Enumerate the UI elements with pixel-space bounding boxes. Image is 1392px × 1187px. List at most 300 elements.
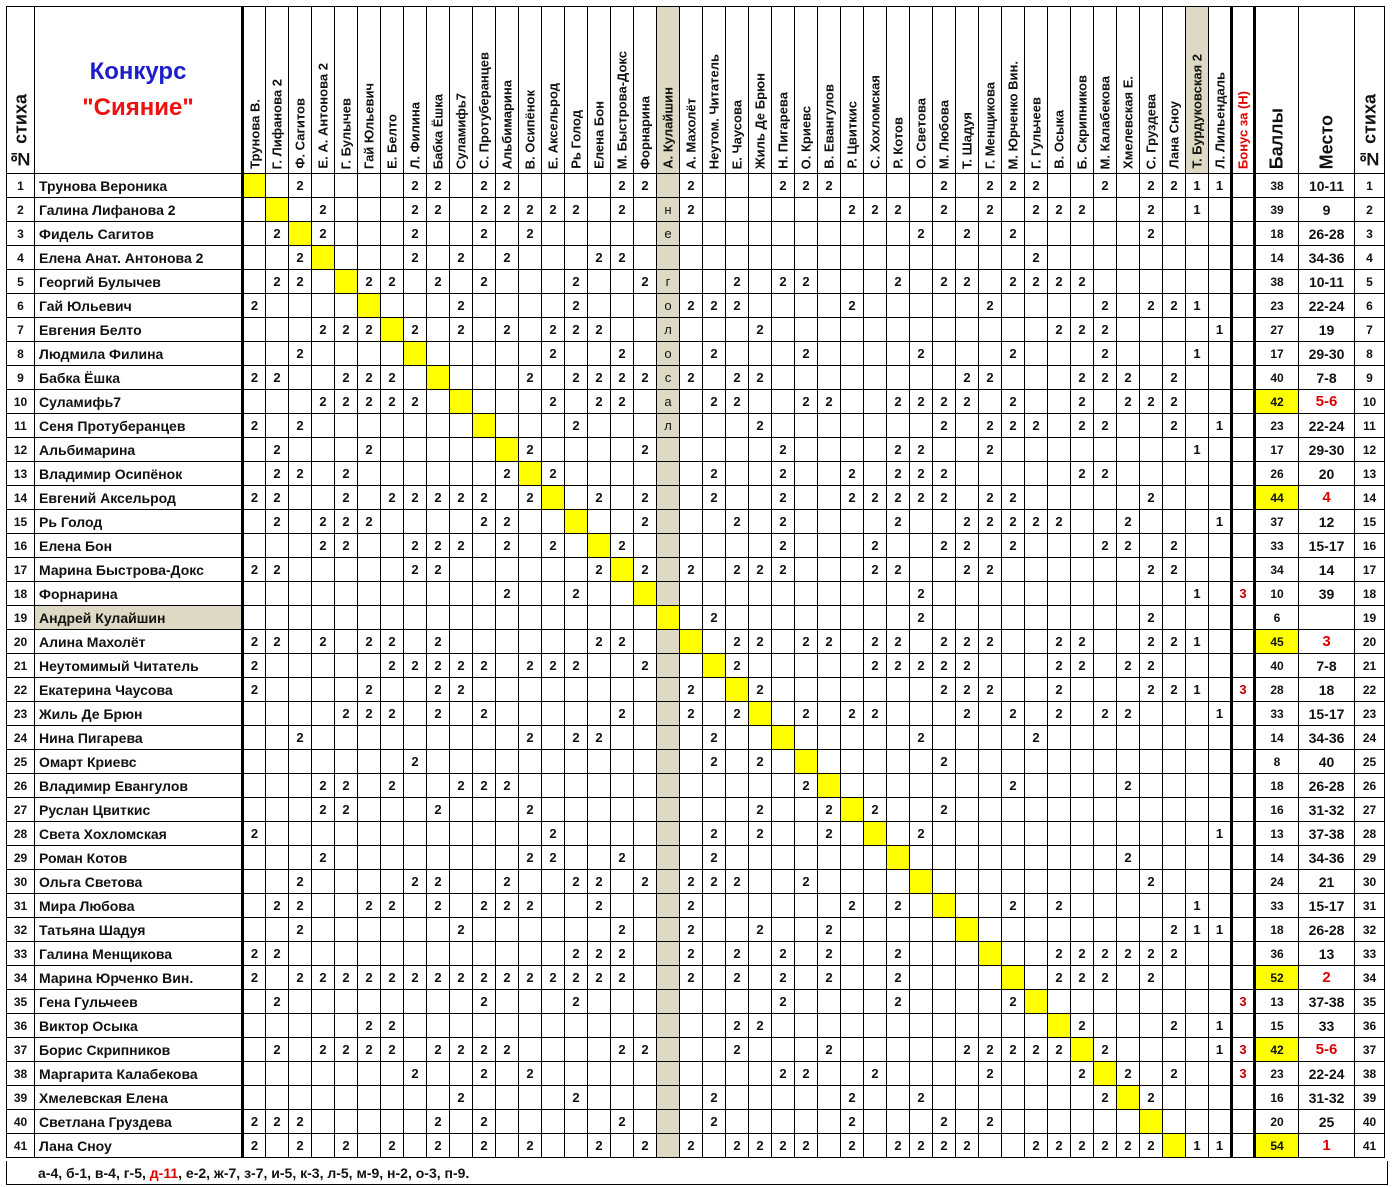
vote-cell: 1 — [1209, 822, 1232, 846]
vote-cell — [979, 846, 1002, 870]
vote-cell: 2 — [588, 726, 611, 750]
vote-cell — [956, 750, 979, 774]
vote-cell — [1163, 1038, 1186, 1062]
vote-cell — [473, 438, 496, 462]
vote-cell — [358, 774, 381, 798]
place-cell: 19 — [1299, 318, 1355, 342]
vote-cell — [266, 750, 289, 774]
vote-cell: 2 — [243, 966, 266, 990]
vote-cell — [864, 966, 887, 990]
vote-cell — [956, 1062, 979, 1086]
vote-cell — [427, 318, 450, 342]
poem-number-right: 10 — [1355, 390, 1385, 414]
vote-cell — [657, 1110, 680, 1134]
vote-cell: 2 — [1163, 558, 1186, 582]
bonus-cell — [1232, 438, 1255, 462]
vote-cell — [611, 462, 634, 486]
vote-cell — [772, 870, 795, 894]
vote-cell — [381, 510, 404, 534]
vote-cell — [772, 342, 795, 366]
vote-cell — [1117, 582, 1140, 606]
vote-cell — [795, 462, 818, 486]
vote-cell — [473, 342, 496, 366]
vote-cell — [496, 702, 519, 726]
vote-cell — [818, 1062, 841, 1086]
vote-cell — [979, 342, 1002, 366]
vote-cell — [243, 774, 266, 798]
vote-cell — [1163, 606, 1186, 630]
vote-cell — [910, 846, 933, 870]
voter-37-header-cell — [1071, 7, 1094, 174]
vote-cell: 2 — [680, 870, 703, 894]
footer-text-1: а-4, б-1, в-4, г-5, — [38, 1165, 150, 1181]
vote-cell: 2 — [312, 774, 335, 798]
vote-cell — [933, 990, 956, 1014]
vote-cell — [749, 510, 772, 534]
vote-cell — [1163, 894, 1186, 918]
voter-7-header-cell — [381, 7, 404, 174]
vote-cell — [496, 1110, 519, 1134]
vote-cell — [749, 294, 772, 318]
vote-cell — [703, 630, 726, 654]
score-cell: 52 — [1255, 966, 1299, 990]
vote-cell: 2 — [956, 678, 979, 702]
vote-cell — [312, 702, 335, 726]
vote-cell — [749, 462, 772, 486]
vote-cell — [841, 918, 864, 942]
table-row — [7, 1134, 1385, 1158]
vote-cell: 2 — [703, 870, 726, 894]
vote-cell: 2 — [887, 270, 910, 294]
table-row — [7, 870, 1385, 894]
table-row — [7, 174, 1385, 198]
vote-cell — [772, 294, 795, 318]
score-cell: 18 — [1255, 774, 1299, 798]
vote-cell: 2 — [289, 462, 312, 486]
vote-cell — [703, 1014, 726, 1038]
vote-cell: 2 — [634, 174, 657, 198]
bonus-cell — [1232, 894, 1255, 918]
vote-cell — [266, 846, 289, 870]
vote-cell: 2 — [542, 822, 565, 846]
author-name: Света Хохломская — [35, 822, 243, 846]
vote-cell: 2 — [1094, 966, 1117, 990]
vote-cell: 2 — [680, 558, 703, 582]
vote-cell — [404, 582, 427, 606]
score-header-cell — [1255, 7, 1299, 174]
vote-cell — [496, 630, 519, 654]
vote-cell — [1025, 438, 1048, 462]
vote-cell — [496, 1134, 519, 1158]
vote-cell — [312, 342, 335, 366]
poem-number-right: 34 — [1355, 966, 1385, 990]
self-vote-cell — [979, 942, 1002, 966]
vote-cell — [312, 294, 335, 318]
vote-cell — [818, 750, 841, 774]
vote-cell — [404, 726, 427, 750]
vote-cell: 2 — [910, 342, 933, 366]
vote-cell — [1071, 510, 1094, 534]
vote-cell — [1163, 246, 1186, 270]
vote-cell — [312, 726, 335, 750]
vote-cell — [1209, 462, 1232, 486]
vote-cell — [956, 438, 979, 462]
vote-cell: 2 — [243, 486, 266, 510]
vote-cell: 2 — [519, 846, 542, 870]
vote-cell — [910, 174, 933, 198]
author-name: Алина Махолёт — [35, 630, 243, 654]
vote-cell — [404, 846, 427, 870]
vote-cell — [312, 822, 335, 846]
vote-cell — [772, 774, 795, 798]
vote-cell: 2 — [519, 222, 542, 246]
self-vote-cell — [703, 654, 726, 678]
vote-cell — [243, 870, 266, 894]
vote-cell: 1 — [1186, 294, 1209, 318]
vote-cell — [1209, 654, 1232, 678]
table-row — [7, 366, 1385, 390]
vote-cell — [1186, 534, 1209, 558]
table-row — [7, 1014, 1385, 1038]
vote-cell — [634, 390, 657, 414]
vote-cell — [1186, 366, 1209, 390]
vote-cell — [519, 342, 542, 366]
table-row — [7, 318, 1385, 342]
vote-cell: 2 — [703, 486, 726, 510]
vote-cell — [1048, 414, 1071, 438]
vote-cell — [1186, 966, 1209, 990]
vote-cell — [542, 246, 565, 270]
vote-cell — [864, 678, 887, 702]
author-name: Мира Любова — [35, 894, 243, 918]
vote-cell — [1002, 198, 1025, 222]
vote-cell — [381, 438, 404, 462]
vote-cell — [1117, 270, 1140, 294]
vote-cell — [335, 654, 358, 678]
vote-cell: 2 — [1002, 510, 1025, 534]
vote-cell — [450, 174, 473, 198]
vote-cell — [381, 534, 404, 558]
vote-cell: 2 — [266, 990, 289, 1014]
voter-7-header-label: Е. Белто — [384, 114, 400, 169]
vote-cell — [634, 462, 657, 486]
vote-cell — [910, 1014, 933, 1038]
vote-cell — [1186, 246, 1209, 270]
vote-cell — [657, 702, 680, 726]
vote-cell — [1094, 438, 1117, 462]
poem-number: 18 — [7, 582, 35, 606]
vote-cell — [496, 942, 519, 966]
voter-41-header-cell — [1163, 7, 1186, 174]
score-cell: 54 — [1255, 1134, 1299, 1158]
vote-cell — [680, 1014, 703, 1038]
vote-cell — [887, 1062, 910, 1086]
vote-cell: 2 — [335, 798, 358, 822]
vote-cell: 2 — [1025, 1134, 1048, 1158]
vote-cell — [1048, 174, 1071, 198]
poem-number: 2 — [7, 198, 35, 222]
vote-cell — [266, 342, 289, 366]
vote-cell: 2 — [611, 630, 634, 654]
bonus-cell — [1232, 870, 1255, 894]
vote-cell: 2 — [979, 294, 1002, 318]
self-vote-cell — [818, 774, 841, 798]
vote-cell: 2 — [473, 702, 496, 726]
vote-cell — [450, 1014, 473, 1038]
vote-cell — [611, 582, 634, 606]
vote-cell — [404, 606, 427, 630]
vote-cell — [841, 654, 864, 678]
vote-cell — [335, 630, 358, 654]
vote-cell: 2 — [933, 1134, 956, 1158]
vote-cell — [680, 798, 703, 822]
vote-cell — [1209, 582, 1232, 606]
footer-text-2: , е-2, ж-7, з-7, и-5, к-3, л-5, м-9, н-2, о-3, п-9. — [178, 1165, 470, 1181]
vote-cell: 2 — [289, 246, 312, 270]
vote-cell — [335, 1014, 358, 1038]
vote-cell — [358, 414, 381, 438]
vote-cell — [1163, 486, 1186, 510]
self-vote-cell — [473, 414, 496, 438]
vote-cell — [818, 342, 841, 366]
vote-cell — [1002, 630, 1025, 654]
bonus-cell: 3 — [1232, 990, 1255, 1014]
voter-23-header-cell — [749, 7, 772, 174]
vote-cell: 2 — [680, 966, 703, 990]
vote-cell — [611, 822, 634, 846]
vote-cell: 2 — [427, 894, 450, 918]
vote-cell — [473, 246, 496, 270]
vote-cell — [289, 750, 312, 774]
vote-cell — [1209, 1086, 1232, 1110]
vote-cell — [1117, 798, 1140, 822]
vote-cell — [1071, 870, 1094, 894]
vote-cell — [565, 1014, 588, 1038]
vote-cell — [864, 246, 887, 270]
vote-cell: 2 — [979, 1062, 1002, 1086]
vote-cell — [657, 774, 680, 798]
vote-cell — [749, 342, 772, 366]
vote-cell — [933, 1086, 956, 1110]
vote-cell: 2 — [289, 870, 312, 894]
vote-cell — [542, 174, 565, 198]
place-cell: 34-36 — [1299, 246, 1355, 270]
vote-cell: 2 — [1071, 366, 1094, 390]
bonus-cell — [1232, 798, 1255, 822]
vote-cell — [956, 174, 979, 198]
vote-cell — [542, 798, 565, 822]
voter-15-header-label: Рь Голод — [568, 110, 584, 169]
vote-cell — [841, 1038, 864, 1062]
score-cell: 13 — [1255, 990, 1299, 1014]
vote-cell — [358, 558, 381, 582]
vote-cell: 2 — [335, 1038, 358, 1062]
vote-cell — [956, 1110, 979, 1134]
vote-cell — [979, 246, 1002, 270]
score-cell: 14 — [1255, 846, 1299, 870]
vote-cell: 2 — [956, 630, 979, 654]
vote-cell — [1163, 222, 1186, 246]
vote-cell — [404, 462, 427, 486]
vote-cell — [611, 774, 634, 798]
vote-cell: 2 — [841, 1134, 864, 1158]
bonus-cell: 3 — [1232, 678, 1255, 702]
vote-cell — [1094, 846, 1117, 870]
vote-cell: 2 — [749, 822, 772, 846]
author-name: Бабка Ёшка — [35, 366, 243, 390]
vote-cell — [841, 726, 864, 750]
vote-cell — [335, 438, 358, 462]
vote-cell — [496, 846, 519, 870]
vote-cell — [496, 654, 519, 678]
vote-cell — [1140, 342, 1163, 366]
vote-cell: 2 — [335, 510, 358, 534]
vote-cell: 2 — [1048, 1038, 1071, 1062]
vote-cell: 2 — [611, 1038, 634, 1062]
vote-cell — [910, 198, 933, 222]
vote-cell: 2 — [703, 462, 726, 486]
vote-cell: 2 — [1117, 702, 1140, 726]
vote-cell — [427, 1062, 450, 1086]
vote-cell — [1186, 774, 1209, 798]
vote-cell: 2 — [956, 366, 979, 390]
vote-cell: н — [657, 198, 680, 222]
vote-cell — [243, 846, 266, 870]
vote-cell — [1071, 534, 1094, 558]
vote-cell — [703, 174, 726, 198]
vote-cell — [358, 1086, 381, 1110]
vote-cell — [1186, 822, 1209, 846]
vote-cell — [427, 342, 450, 366]
vote-cell: 2 — [1163, 174, 1186, 198]
poem-number: 35 — [7, 990, 35, 1014]
vote-cell — [634, 774, 657, 798]
vote-cell — [841, 630, 864, 654]
vote-cell: 2 — [404, 318, 427, 342]
vote-cell: 2 — [726, 966, 749, 990]
vote-cell — [289, 318, 312, 342]
vote-cell: 2 — [266, 942, 289, 966]
voter-35-header-label: Г. Гульчеев — [1028, 96, 1044, 169]
vote-cell: 2 — [358, 630, 381, 654]
vote-cell: 2 — [611, 942, 634, 966]
vote-cell — [657, 486, 680, 510]
vote-cell — [887, 174, 910, 198]
place-cell: 12 — [1299, 510, 1355, 534]
vote-cell: 2 — [450, 654, 473, 678]
vote-cell — [565, 702, 588, 726]
vote-cell — [795, 798, 818, 822]
vote-cell — [450, 606, 473, 630]
vote-cell — [657, 942, 680, 966]
vote-cell — [1163, 870, 1186, 894]
vote-cell: 2 — [588, 486, 611, 510]
vote-cell — [542, 558, 565, 582]
vote-cell: 2 — [634, 558, 657, 582]
vote-cell: 2 — [1140, 294, 1163, 318]
vote-cell — [726, 846, 749, 870]
vote-cell — [1186, 750, 1209, 774]
bonus-cell — [1232, 390, 1255, 414]
vote-cell — [519, 558, 542, 582]
vote-cell — [864, 894, 887, 918]
vote-cell — [1140, 366, 1163, 390]
vote-cell — [933, 510, 956, 534]
voter-5-header-cell — [335, 7, 358, 174]
vote-cell — [887, 246, 910, 270]
self-vote-cell — [1025, 990, 1048, 1014]
vote-cell: 2 — [266, 894, 289, 918]
vote-cell: 2 — [588, 246, 611, 270]
vote-cell — [887, 702, 910, 726]
vote-cell: 2 — [1140, 630, 1163, 654]
vote-cell — [243, 750, 266, 774]
vote-cell — [542, 678, 565, 702]
author-name: Нина Пигарева — [35, 726, 243, 750]
vote-cell: 2 — [1071, 462, 1094, 486]
vote-cell — [1025, 462, 1048, 486]
vote-cell — [933, 774, 956, 798]
vote-cell — [1117, 822, 1140, 846]
author-name: Неутомимый Читатель — [35, 654, 243, 678]
vote-cell — [588, 846, 611, 870]
vote-cell — [910, 894, 933, 918]
vote-cell — [1071, 222, 1094, 246]
voter-16-header-label: Елена Бон — [591, 101, 607, 169]
vote-cell — [749, 582, 772, 606]
score-cell: 33 — [1255, 702, 1299, 726]
author-name: Андрей Кулайшин — [35, 606, 243, 630]
vote-cell: 2 — [726, 294, 749, 318]
poem-number-right: 41 — [1355, 1134, 1385, 1158]
vote-cell: 2 — [680, 702, 703, 726]
vote-cell — [772, 798, 795, 822]
vote-cell — [864, 510, 887, 534]
vote-cell: 2 — [726, 654, 749, 678]
vote-cell: 2 — [473, 510, 496, 534]
score-cell: 8 — [1255, 750, 1299, 774]
vote-cell: 2 — [910, 726, 933, 750]
vote-cell — [910, 366, 933, 390]
vote-cell — [979, 606, 1002, 630]
vote-cell — [795, 726, 818, 750]
vote-cell — [335, 198, 358, 222]
vote-cell: 2 — [496, 198, 519, 222]
vote-cell — [404, 1014, 427, 1038]
num-right-header-cell — [1355, 7, 1385, 174]
vote-cell — [565, 174, 588, 198]
place-cell: 33 — [1299, 1014, 1355, 1038]
vote-cell — [1117, 198, 1140, 222]
vote-cell — [795, 558, 818, 582]
vote-cell — [496, 1062, 519, 1086]
vote-cell — [1048, 558, 1071, 582]
vote-cell: 2 — [381, 270, 404, 294]
place-cell: 10-11 — [1299, 174, 1355, 198]
voter-25-header-label: О. Криевс — [798, 105, 814, 169]
vote-cell — [1048, 798, 1071, 822]
vote-cell — [1117, 342, 1140, 366]
header-num-cell — [7, 7, 35, 174]
vote-cell — [1117, 462, 1140, 486]
voter-41-header-label: Лана Сноу — [1166, 101, 1182, 169]
voter-3-header-cell — [289, 7, 312, 174]
vote-cell — [933, 822, 956, 846]
vote-cell: 2 — [749, 630, 772, 654]
poem-number: 8 — [7, 342, 35, 366]
vote-cell — [1117, 966, 1140, 990]
vote-cell — [542, 222, 565, 246]
